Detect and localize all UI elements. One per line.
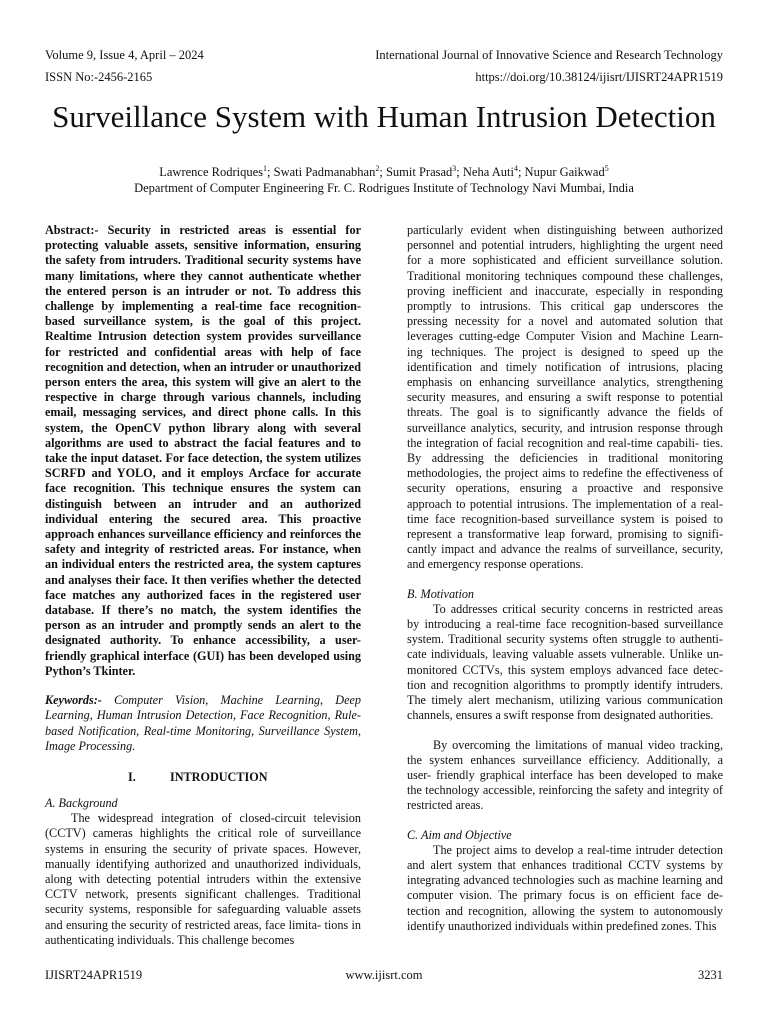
author-sep: ; [456,165,463,179]
keywords-label: Keywords:- [45,693,102,708]
author-name: Neha Auti [462,165,514,179]
author-name: Sumit Prasad [385,165,453,179]
section-title: INTRODUCTION [170,769,268,784]
header-issn: ISSN No:-2456-2165 [45,70,153,84]
author-sup: 2 [375,163,380,173]
abstract: Abstract:- Security in restricted areas is essential for protecting valuable assets, sensitive information, ensuring the safety from intruders. Traditional security systems have many limitations, where they cannot authenticate whether the entered person is an intruder or not. To address this challenge by implementing a real-time face recognition-based surveillance system, is the goal of this project. Realtime Intrusion detection system provides surveillance for restricted and confidential areas with help of face recognition and detection, when an intruder or unauthorized person enters the area, this system will give an alert to the respective in charge through various channels, including email, messaging services, and direct phone calls. In this system, the OpenCV python library along with several algorithms are used to abstract the facial features and to take the input dataset. For face detection, the system utilizes SCRFD and YOLO, and it employs Arcface for accurate face recognition. This technique ensures the system can distinguish between an intruder and an authorized individual entering the secured area. This proactive approach enhances surveillance efficiency and reinforces the safety and integrity of restricted areas. For instance, when an individual enters the restricted area, the system captures and analyses their face. It then verifies whether the detected face matches any authorized faces in the registered user database. If there’s no match, the system identifies the person as an intruder and promptly sends an alert to the designated authority. To enhance accessibility, a user-friendly graphical interface (GUI) has been developed using Python’s Tkinter. [45,223,361,678]
motivation-paragraph: To addresses critical security concerns in restricted areas by introducing a real-time face recognition-based surveillance system. Traditional security systems often struggle to authenti-cate individuals, leaving valuable assets vulnerable. Unlike un-monitored CCTVs, this system employs advanced face detec- tion and recognition algorithms to promptly identify intruders. The timely alert mechanism, utilizing various communication channels, ensures a swift response from designated authorities. [407,601,723,723]
aim-paragraph: The project aims to develop a real-time intruder detection and alert system that enhances traditional CCTV systems by integrating advanced technologies such as machine learning and computer vision. The primary focus is on efficient face de- tection and recognition, allowing the system to autonomously identify unauthorized individuals within predefined zones. This [407,842,723,933]
author-sup: 5 [604,163,609,173]
author-list [0,164,768,180]
subsection-heading-background: A. Background [45,795,118,810]
author-sup: 4 [513,163,518,173]
author-sep: ; [267,165,274,179]
keywords [45,693,361,754]
header-journal: International Journal of Innovative Science and Research Technology [375,48,723,62]
header-volume: Volume 9, Issue 4, April – 2024 [45,48,204,62]
background-continuation: particularly evident when distinguishing between authorized personnel and potential intruders, highlighting the urgent need for a more sophisticated and efficient surveillance solution. Traditional monitoring techniques compound these challenges, proving inefficient and inaccurate, especially in responding promptly to intrusions. This critical gap underscores the pressing necessity for a novel and automated solution that leverages cutting-edge Computer Vision and Machine Learn- ing techniques. The project is designed to speed up the identification and timely notification of intrusions, placing emphasis on enhancing surveillance analytics, strengthening security measures, and ensuring a swift response to potential threats. The goal is to significantly advance the fields of surveillance analytics, security, and intrusion response through the integration of facial recognition and real-time capabili- ties. By addressing the deficiencies in traditional monitoring methodologies, the project aims to redefine the effectiveness of security operations, ensuring a proactive and responsive approach to potential intrusions. The implementation of a real- time face recognition-based surveillance system is poised to represent a transformative leap forward, promising to signifi- cantly impact and advance the realms of surveillance, security, and emergency response operations. [407,223,723,572]
background-paragraph: The widespread integration of closed-circuit television (CCTV) cameras highlights the critical role of surveillance systems in ensuring the security of private spaces. However, manually identifying authorized and unauthorized individuals, along with detecting potential intruders within the extensive CCTV network, presents significant challenges. Traditional security systems, responsible for safeguarding valuable assets and ensuring the security of restricted areas, face limita- tions in authenticating individuals. This challenge becomes [45,811,361,947]
author-sep: ; [379,165,386,179]
section-number: I. [128,769,136,784]
author-name: Swati Padmanabhan [273,165,376,179]
section-heading-introduction [45,770,361,786]
subsection-heading-motivation: B. Motivation [407,586,475,601]
affiliation: Department of Computer Engineering Fr. C. Rodrigues Institute of Technology Navi Mumbai, India [134,181,634,195]
right-column [407,223,723,934]
motivation-paragraph-2: By overcoming the limitations of manual video tracking, the system enhances surveillance efficiency. Additionally, a user- friendly graphical interface has been developed to make the technology accessible, reinforcing the safety and integrity of restricted areas. [407,737,723,813]
author-sup: 1 [263,163,268,173]
footer-page-number: 3231 [698,968,723,982]
author-sep: ; [517,165,525,179]
keywords-text: Computer Vision, Machine Learning, Deep Learning, Human Intrusion Detection, Face Recognition, Rule-based Notification, Real-time Monitoring, Surveillance System, Image Processing. [45,693,361,753]
author-sup: 3 [452,163,457,173]
footer-paper-id: IJISRT24APR1519 [45,968,143,982]
left-column [45,223,361,948]
author-block [0,164,768,196]
subsection-heading-aim: C. Aim and Objective [407,827,512,842]
paper-title: Surveillance System with Human Intrusion Detection [52,99,716,134]
author-name: Lawrence Rodriques [159,165,264,179]
author-name: Nupur Gaikwad [524,165,605,179]
header-doi[interactable]: https://doi.org/10.38124/ijisrt/IJISRT24APR1519 [475,70,723,84]
footer-website-link[interactable]: www.ijisrt.com [345,968,423,982]
